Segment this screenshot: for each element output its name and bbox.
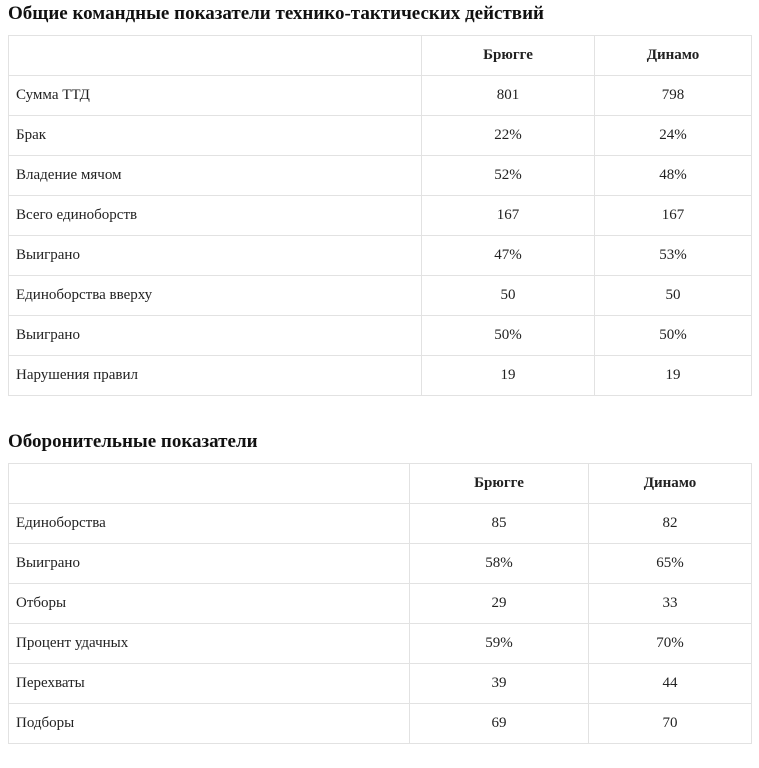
table-row: [9, 624, 752, 664]
brugge-value: 59%: [410, 624, 589, 664]
row-label: Отборы: [9, 584, 410, 624]
dinamo-value: 44: [589, 664, 752, 704]
brugge-value: 167: [422, 196, 595, 236]
row-label: Сумма ТТД: [9, 76, 422, 116]
brugge-value: 50%: [422, 316, 595, 356]
table-row: [9, 236, 752, 276]
brugge-value: 52%: [422, 156, 595, 196]
dinamo-value: 53%: [595, 236, 752, 276]
table-row: [9, 544, 752, 584]
general-stats-heading: Общие командные показатели технико-тактических действий: [8, 3, 544, 24]
row-label: Выиграно: [9, 236, 422, 276]
dinamo-value: 82: [589, 504, 752, 544]
brugge-value: 19: [422, 356, 595, 396]
general-stats-section: [8, 2, 752, 396]
defensive-stats-section: [8, 430, 752, 744]
table-row: [9, 76, 752, 116]
table-row: [9, 196, 752, 236]
table-row: [9, 356, 752, 396]
row-label: Единоборства вверху: [9, 276, 422, 316]
header-team-brugge: Брюгге: [410, 464, 589, 504]
row-label: Единоборства: [9, 504, 410, 544]
dinamo-value: 50: [595, 276, 752, 316]
table-row: [9, 156, 752, 196]
table-row: [9, 316, 752, 356]
table-row: [9, 704, 752, 744]
dinamo-value: 19: [595, 356, 752, 396]
row-label: Нарушения правил: [9, 356, 422, 396]
dinamo-value: 50%: [595, 316, 752, 356]
brugge-value: 69: [410, 704, 589, 744]
table-row: [9, 664, 752, 704]
dinamo-value: 167: [595, 196, 752, 236]
brugge-value: 85: [410, 504, 589, 544]
row-label: Брак: [9, 116, 422, 156]
dinamo-value: 48%: [595, 156, 752, 196]
table-row: [9, 116, 752, 156]
header-team-dinamo: Динамо: [595, 36, 752, 76]
row-label: Перехваты: [9, 664, 410, 704]
brugge-value: 58%: [410, 544, 589, 584]
header-label-cell: [9, 36, 422, 76]
brugge-value: 39: [410, 664, 589, 704]
defensive-stats-heading: Оборонительные показатели: [8, 431, 258, 452]
row-label: Процент удачных: [9, 624, 410, 664]
table-header-row: [9, 36, 752, 76]
dinamo-value: 798: [595, 76, 752, 116]
row-label: Подборы: [9, 704, 410, 744]
header-team-brugge: Брюгге: [422, 36, 595, 76]
dinamo-value: 65%: [589, 544, 752, 584]
dinamo-value: 24%: [595, 116, 752, 156]
table-row: [9, 276, 752, 316]
brugge-value: 801: [422, 76, 595, 116]
row-label: Всего единоборств: [9, 196, 422, 236]
table-header-row: [9, 464, 752, 504]
row-label: Выиграно: [9, 316, 422, 356]
dinamo-value: 70: [589, 704, 752, 744]
header-team-dinamo: Динамо: [589, 464, 752, 504]
brugge-value: 50: [422, 276, 595, 316]
defensive-stats-table: [8, 463, 752, 744]
brugge-value: 47%: [422, 236, 595, 276]
row-label: Владение мячом: [9, 156, 422, 196]
header-label-cell: [9, 464, 410, 504]
row-label: Выиграно: [9, 544, 410, 584]
brugge-value: 29: [410, 584, 589, 624]
table-row: [9, 584, 752, 624]
table-row: [9, 504, 752, 544]
dinamo-value: 70%: [589, 624, 752, 664]
dinamo-value: 33: [589, 584, 752, 624]
general-stats-table: [8, 35, 752, 396]
brugge-value: 22%: [422, 116, 595, 156]
